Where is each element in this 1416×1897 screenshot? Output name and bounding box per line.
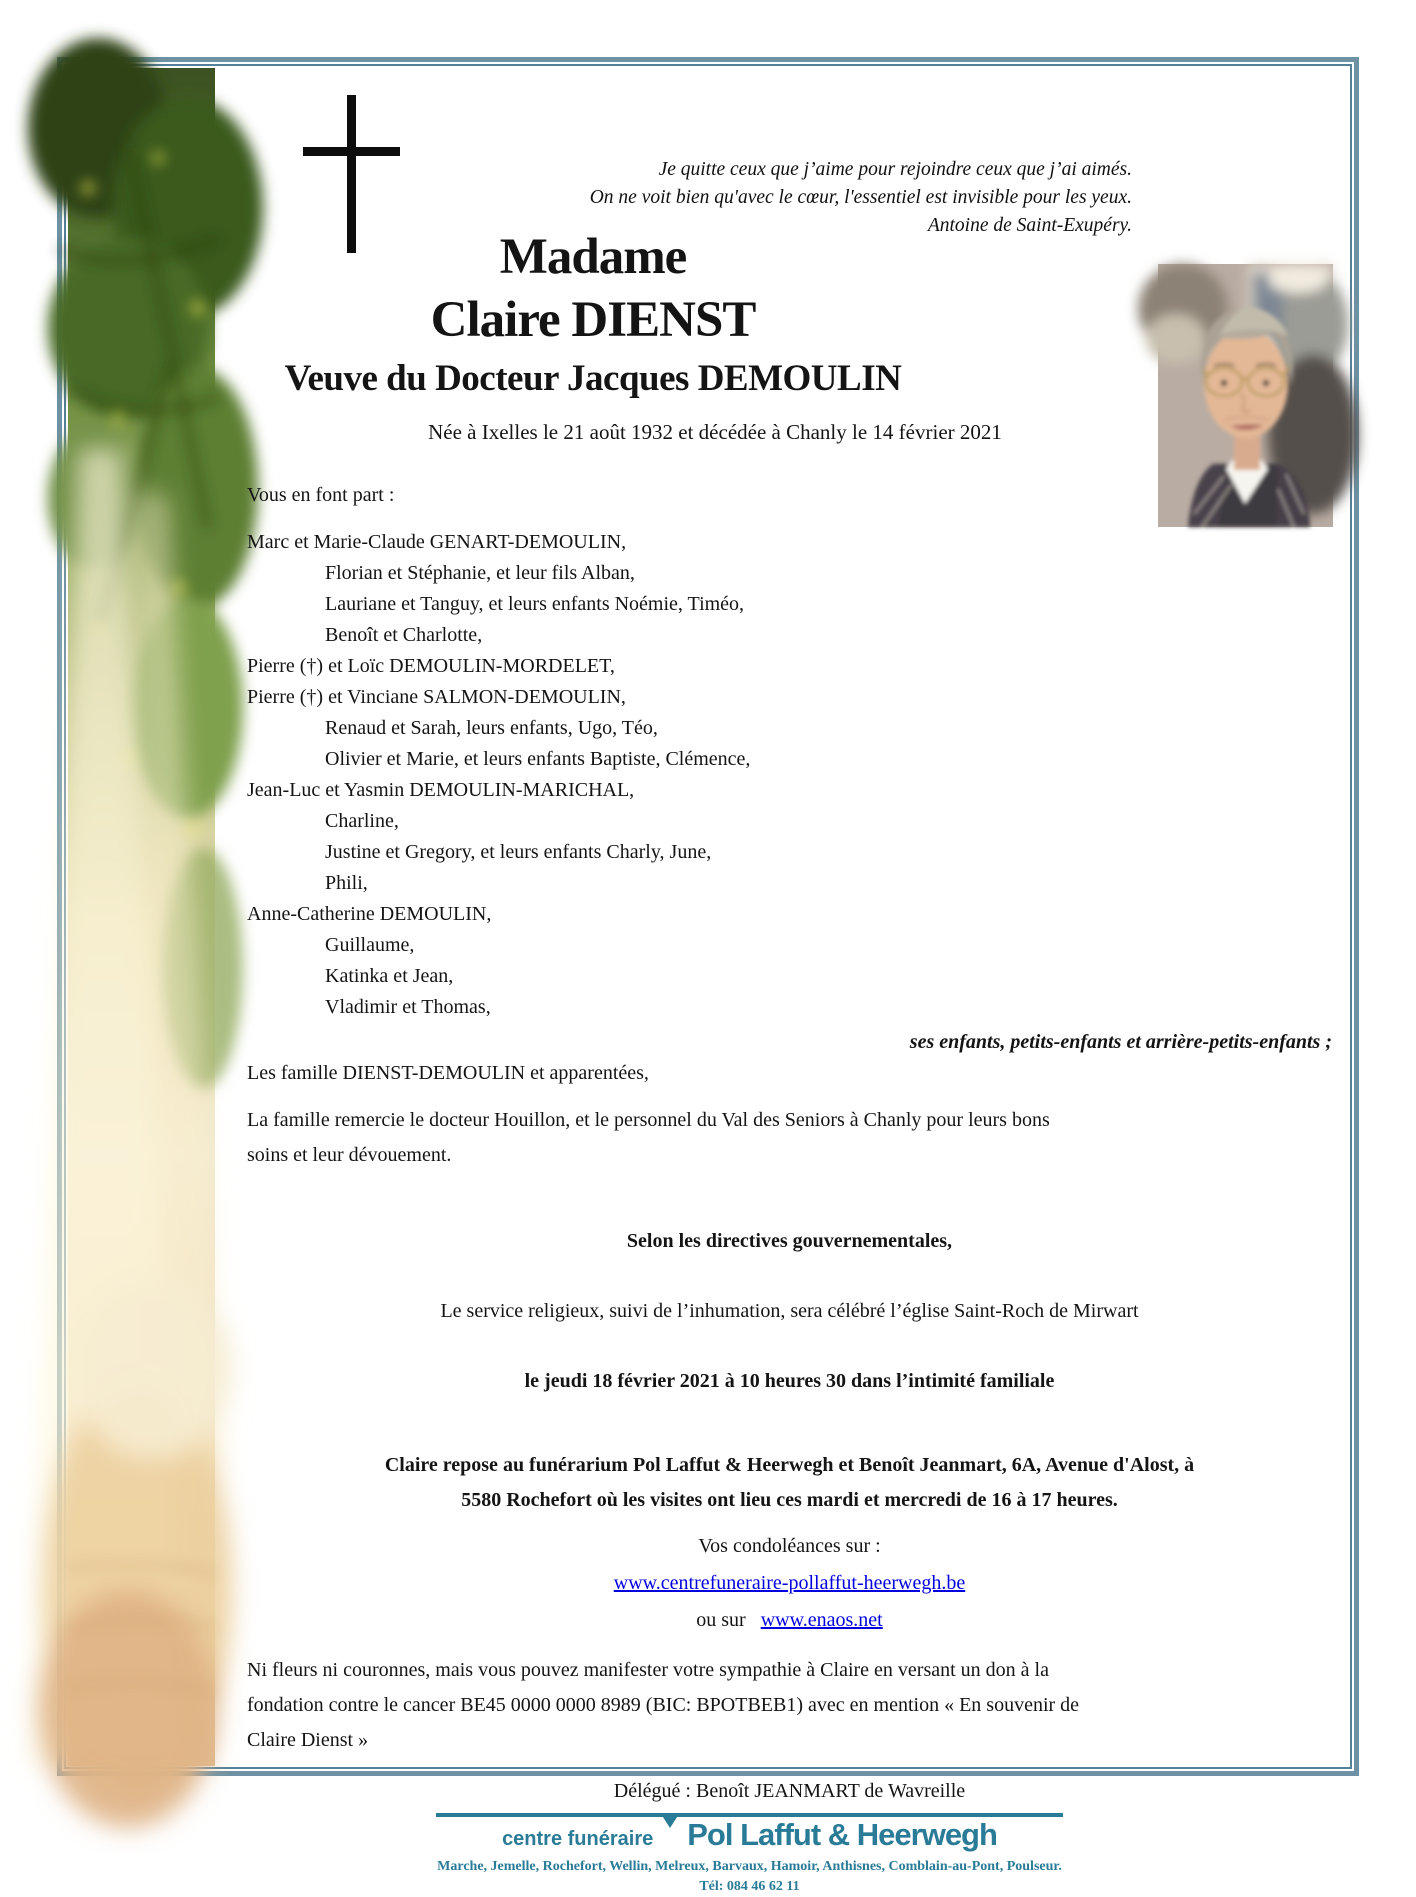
enaos-link[interactable]: www.enaos.net <box>760 1609 883 1631</box>
family-member-line: Pierre (†) et Vinciane SALMON-DEMOULIN, <box>247 686 626 708</box>
descendants-line: ses enfants, petits-enfants et arrière-petits-enfants ; <box>909 1031 1332 1053</box>
families-line: Les famille DIENST-DEMOULIN et apparentées, <box>247 1062 649 1084</box>
content-area <box>215 68 1360 1894</box>
brand-phone: Tél: 084 46 62 11 <box>699 1879 800 1894</box>
family-member-line: Katinka et Jean, <box>325 965 454 987</box>
family-member-line: Florian et Stéphanie, et leur fils Alban, <box>325 562 635 584</box>
condolences-or: ou sur <box>696 1609 746 1631</box>
brand-name: Pol Laffut & Heerwegh <box>687 1817 997 1852</box>
brand-triangle-icon <box>661 1814 679 1828</box>
brand-locations: Marche, Jemelle, Rochefort, Wellin, Melreux, Barvaux, Hamoir, Anthisnes, Comblain-au-Pont, Poulseur. <box>437 1859 1062 1874</box>
family-member-line: Lauriane et Tanguy, et leurs enfants Noémie, Timéo, <box>325 593 745 615</box>
delegate-line: Délégué : Benoît JEANMART de Wavreille <box>613 1780 966 1802</box>
family-member-line: Benoît et Charlotte, <box>325 624 483 646</box>
family-member-line: Justine et Gregory, et leurs enfants Charly, June, <box>325 841 712 863</box>
family-member-line: Jean-Luc et Yasmin DEMOULIN-MARICHAL, <box>247 779 635 801</box>
family-member-line: Marc et Marie-Claude GENART-DEMOULIN, <box>247 531 627 553</box>
family-list <box>247 527 1332 1023</box>
life-dates: Née à Ixelles le 21 août 1932 et décédée à Chanly le 14 février 2021 <box>428 420 1002 444</box>
family-member-line: Charline, <box>325 810 399 832</box>
brand-prefix: centre funéraire <box>502 1828 654 1850</box>
repose-block: Claire repose au funérarium Pol Laffut & Heerwegh et Benoît Jeanmart, 6A, Avenue d'Alost, à 5580 Rochefort où les visites ont lieu ces mardi et mercredi de 16 à 17 heures. <box>384 1454 1195 1511</box>
funeral-home-brand <box>207 1813 1292 1897</box>
family-member-line: Guillaume, <box>325 934 415 956</box>
family-member-line: Pierre (†) et Loïc DEMOULIN-MORDELET, <box>247 655 615 677</box>
condolences-label: Vos condoléances sur : <box>698 1535 881 1557</box>
donation-paragraph: Ni fleurs ni couronnes, mais vous pouvez manifester votre sympathie à Claire en versant un don à la fondation contre le cancer BE45 0000 0000 8989 (BIC: BPOTBEB1) avec en mention « En souvenir de Claire Dienst » <box>247 1659 1080 1751</box>
sidebar-nature-image <box>68 68 215 1766</box>
title-block <box>215 226 971 406</box>
thanks-paragraph: La famille remercie le docteur Houillon, et le personnel du Val des Seniors à Chanly pour leurs bons soins et leur dévouement. <box>247 1109 1050 1166</box>
deceased-name: Claire DIENST <box>430 292 756 348</box>
family-member-line: Vladimir et Thomas, <box>325 996 491 1018</box>
service-datetime: le jeudi 18 février 2021 à 10 heures 30 dans l’intimité familiale <box>524 1370 1055 1392</box>
title-widow-line: Veuve du Docteur Jacques DEMOULIN <box>284 358 902 399</box>
quote-lines: Je quitte ceux que j’aime pour rejoindre ceux que j’ai aimés. On ne voit bien qu'avec le cœur, l'essentiel est invisible pour les yeux. <box>589 159 1132 208</box>
family-member-line: Phili, <box>325 872 368 894</box>
family-member-line: Anne-Catherine DEMOULIN, <box>247 903 492 925</box>
family-member-line: Renaud et Sarah, leurs enfants, Ugo, Téo, <box>325 717 658 739</box>
family-member-line: Olivier et Marie, et leurs enfants Baptiste, Clémence, <box>325 748 751 770</box>
main-text <box>247 480 1332 1897</box>
service-block <box>247 1189 1332 1434</box>
directive-line: Selon les directives gouvernementales, <box>626 1230 953 1252</box>
ceremony-line: Le service religieux, suivi de l’inhumation, sera célébré l’église Saint-Roch de Mirwart <box>440 1300 1139 1322</box>
brand-logo <box>207 1819 1292 1855</box>
funeral-home-link[interactable]: www.centrefuneraire-pollaffut-heerwegh.be <box>613 1572 966 1594</box>
announcement-intro: Vous en font part : <box>247 484 395 506</box>
forest-path-image <box>68 68 215 1766</box>
condolences-block <box>247 1528 1332 1639</box>
title-madame: Madame <box>499 229 687 285</box>
quote-attribution: Antoine de Saint-Exupéry. <box>927 215 1132 236</box>
